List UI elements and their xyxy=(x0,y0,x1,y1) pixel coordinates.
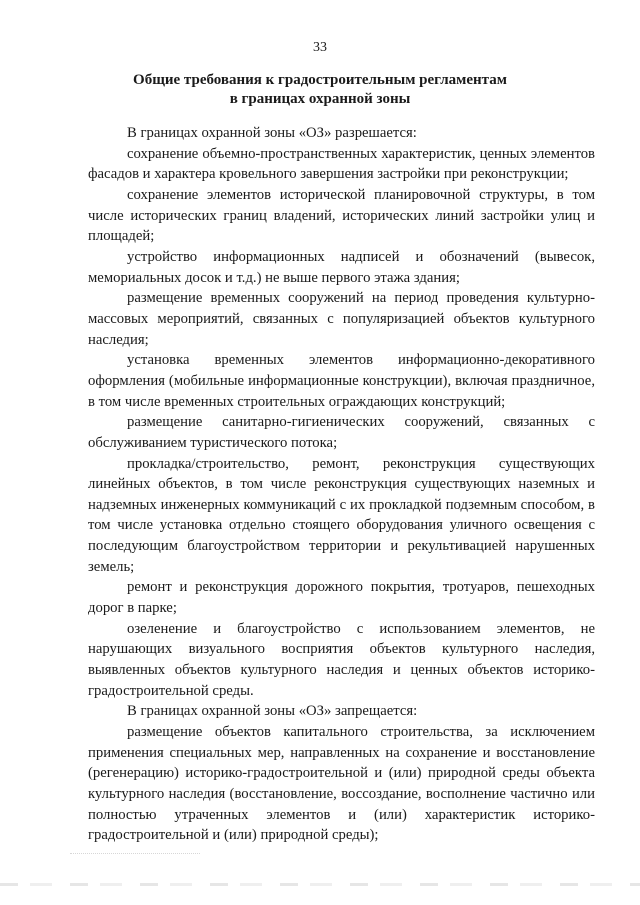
paragraph: размещение временных сооружений на период проведения культурно-массовых мероприятий, связанных с популяризацией объектов культурного наследия; xyxy=(88,290,595,348)
paragraph-prohibited-intro: В границах охранной зоны «ОЗ» запрещается: xyxy=(127,703,418,720)
scan-artifact xyxy=(70,845,200,854)
paragraph: сохранение элементов исторической планировочной структуры, в том числе исторических границ владений, исторических линий застройки улиц и площадей; xyxy=(88,186,595,245)
page-number: 33 xyxy=(313,40,327,55)
paragraph-permitted-intro: В границах охранной зоны «ОЗ» разрешается: xyxy=(127,125,417,141)
paragraph: установка временных элементов информационно-декоративного оформления (мобильные информационные конструкции), включая праздничное, в том числе временных строительных ограждающих конструкций; xyxy=(88,352,595,410)
paragraph: устройство информационных надписей и обозначений (вывесок, мемориальных досок и т.д.) не выше первого этажа здания; xyxy=(88,248,595,286)
paragraph: сохранение объемно-пространственных характеристик, ценных элементов фасадов и характера кровельного завершения застройки при реконструкции; xyxy=(88,145,595,183)
section-heading xyxy=(60,71,580,109)
paragraph: размещение объектов капитального строительства, за исключением применения специальных мер, направленных на сохранение и восстановление (регенерацию) историко-градостроительной и (или) природной среды объекта культурного наследия (восстановление, воссоздание, восполнение частично или полностью утраченных элементов и (или) характеристик историко-градостроительной и (или) природной среды); xyxy=(88,724,595,844)
paragraph: размещение санитарно-гигиенических сооружений, связанных с обслуживанием туристического потока; xyxy=(88,414,595,451)
section-heading-line-1: Общие требования к градостроительным регламентам xyxy=(133,72,507,88)
section-heading-line-2: в границах охранной зоны xyxy=(229,91,411,107)
scan-edge-artifact xyxy=(0,883,640,886)
paragraph: озеленение и благоустройство с использованием элементов, не нарушающих визуального восприятия объектов культурного наследия, выявленных объектов культурного наследия и ценных объектов историко-градостроительной среды. xyxy=(88,620,595,699)
paragraph: ремонт и реконструкция дорожного покрытия, тротуаров, пешеходных дорог в парке; xyxy=(88,579,595,617)
paragraph: прокладка/строительство, ремонт, реконструкция существующих линейных объектов, в том числе реконструкция существующих наземных и надземных инженерных коммуникаций с их прокладкой подземным способом, в том числе установка отдельно стоящего оборудования уличного освещения с последующим благоустройством территории и рекультивацией нарушенных земель; xyxy=(88,455,595,575)
document-body xyxy=(88,123,595,846)
